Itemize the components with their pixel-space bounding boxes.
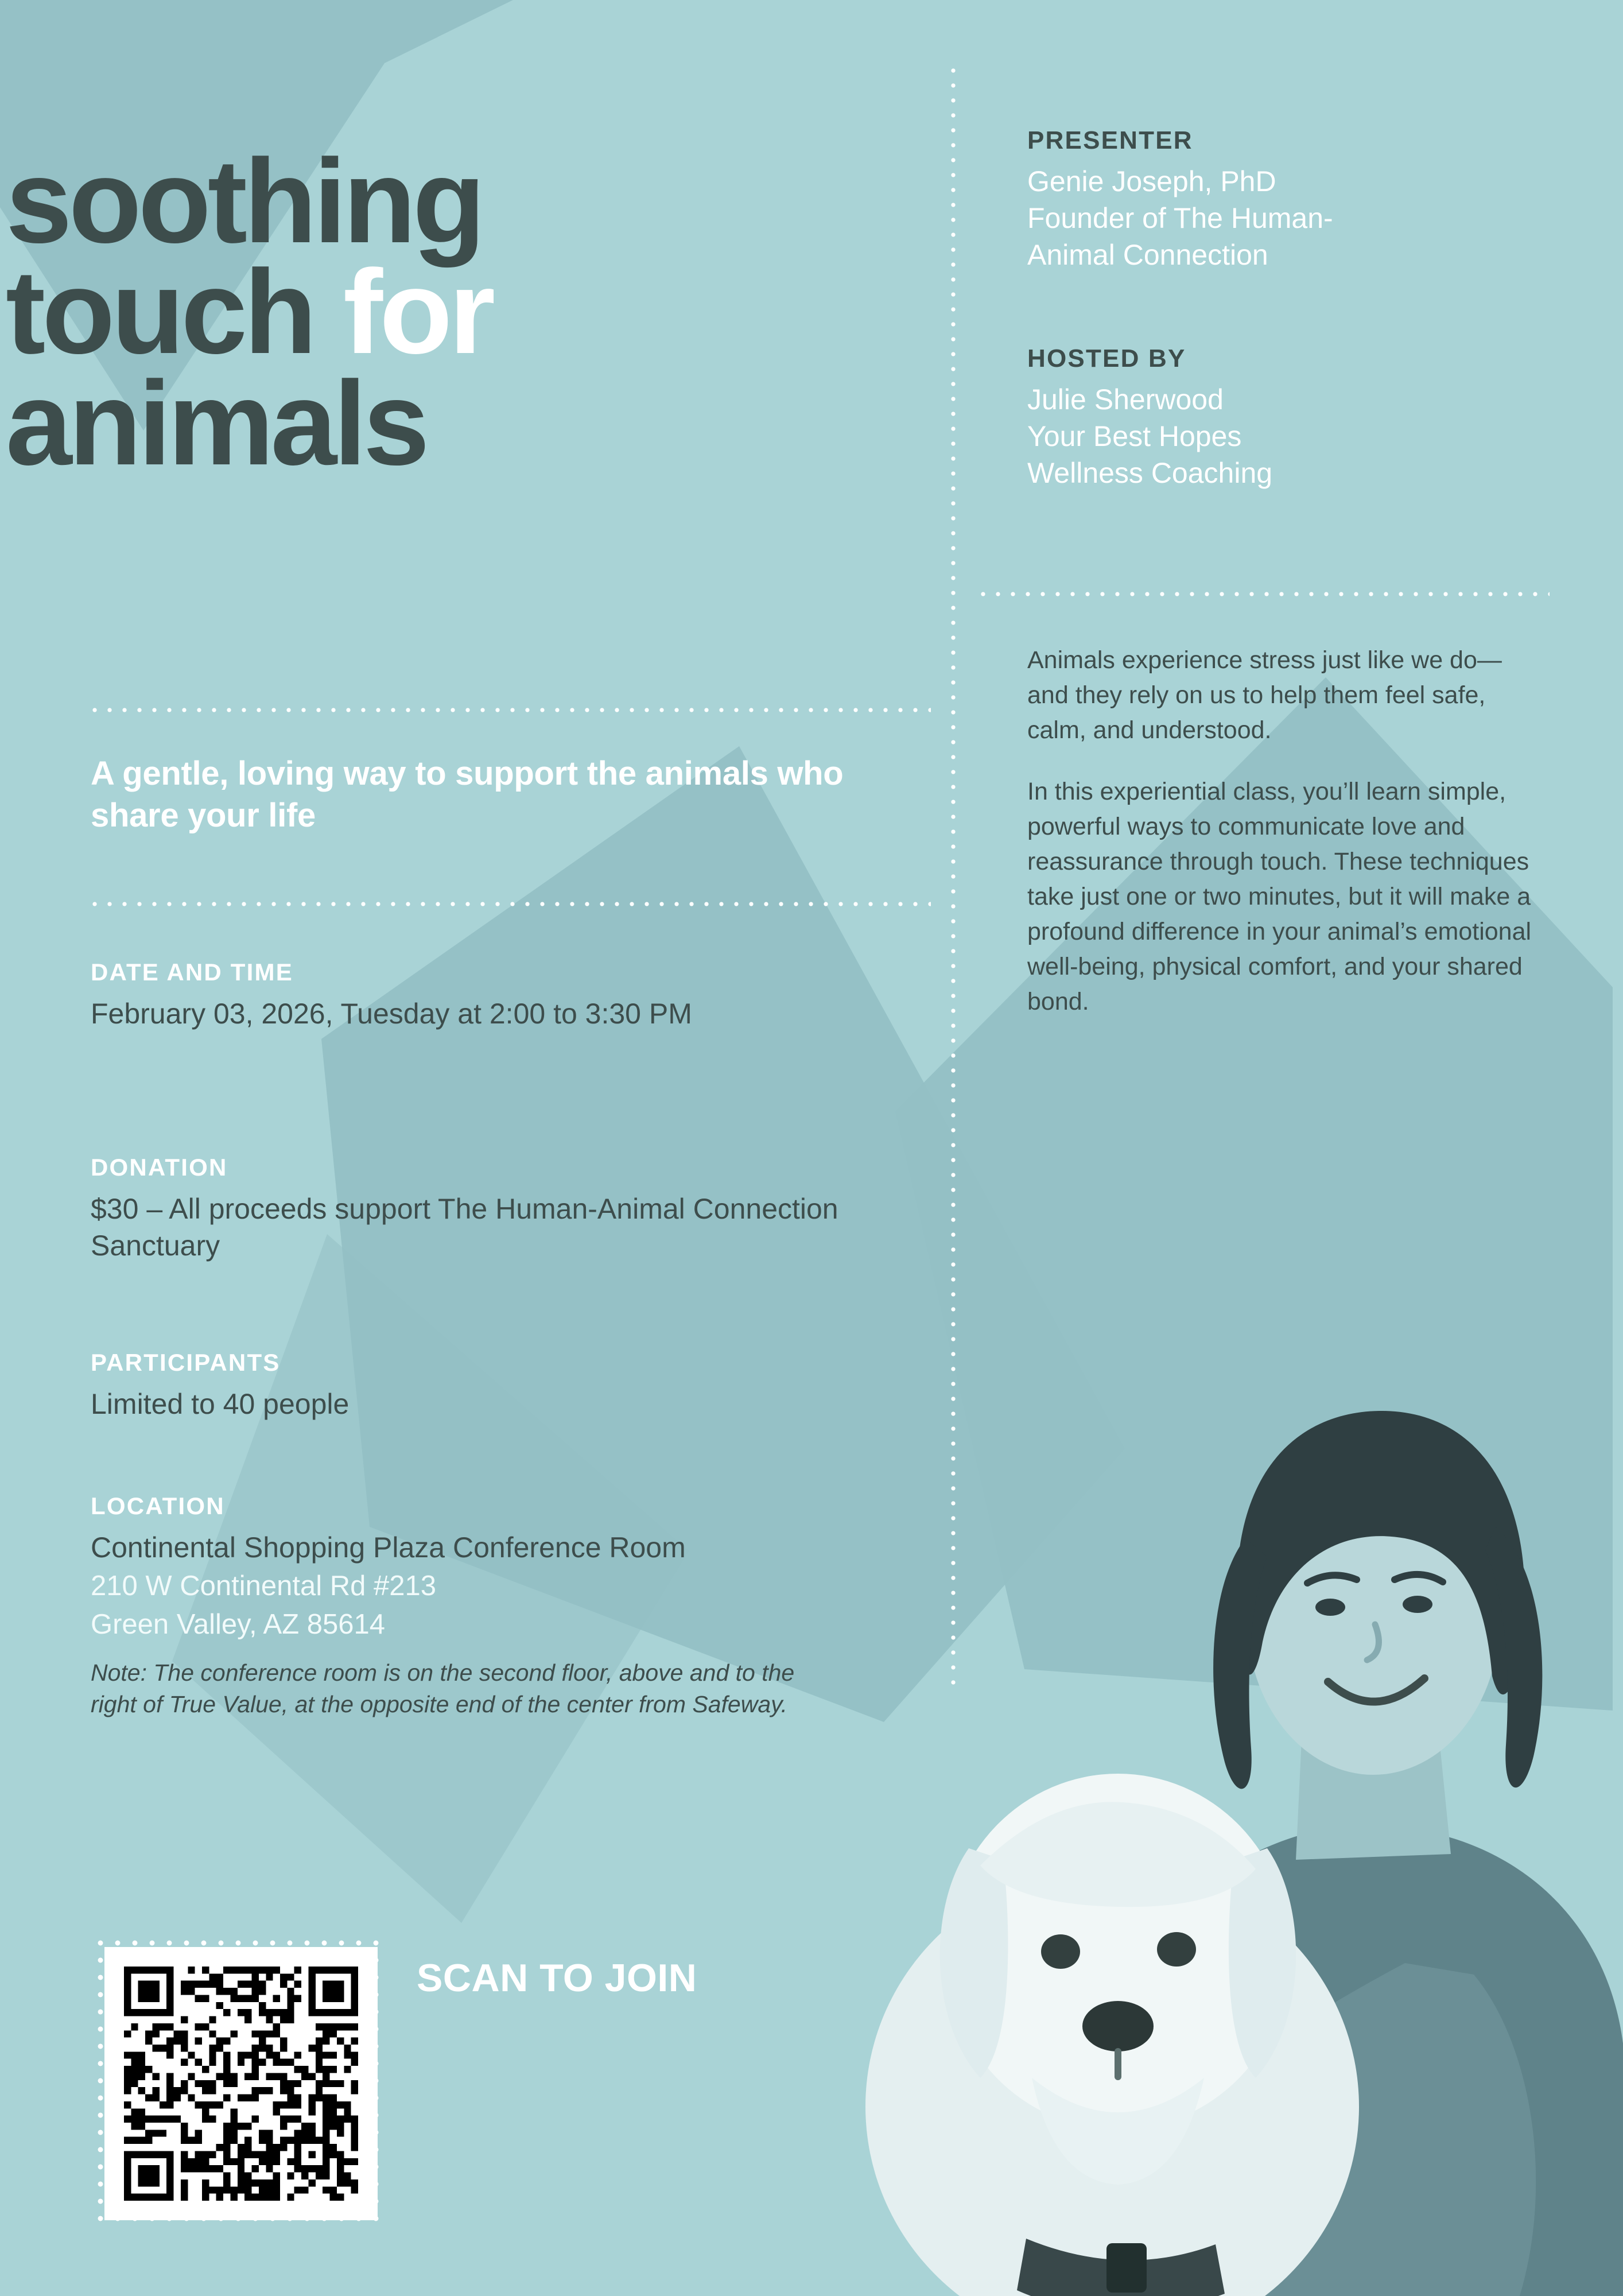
divider-right-column xyxy=(976,591,1550,597)
divider-below-tagline xyxy=(87,901,931,907)
description-paragraph-2: In this experiential class, you’ll learn simple, powerful ways to communicate love and reassurance through touch. These techniques take just one or two minutes, but it will make a profound difference in your animal’s emotional well-being, physical comfort, and your shared bond. xyxy=(1027,778,1532,1016)
hosted-by-heading: HOSTED BY xyxy=(1027,344,1186,373)
section-description xyxy=(1027,643,1532,1046)
tagline: A gentle, loving way to support the animals who share your life xyxy=(91,755,844,834)
scan-to-join-label: SCAN TO JOIN xyxy=(417,1956,697,2000)
vertical-divider xyxy=(950,63,956,1688)
location-venue: Continental Shopping Plaza Conference Room xyxy=(91,1531,686,1564)
section-location xyxy=(91,1492,854,1720)
host-org-line-2: Wellness Coaching xyxy=(1027,457,1273,489)
presenter-heading: PRESENTER xyxy=(1027,126,1193,154)
location-note: Note: The conference room is on the second floor, above and to the right of True Value, at the opposite end of the center from Safeway. xyxy=(91,1659,795,1718)
section-date-and-time xyxy=(91,959,854,1032)
title-line-2 xyxy=(6,246,867,379)
section-presenter xyxy=(1027,126,1532,273)
donation-value: $30 – All proceeds support The Human-Animal Connection Sanctuary xyxy=(91,1193,838,1262)
title-line-1: soothing xyxy=(6,135,483,268)
presenter-role-line-2: Animal Connection xyxy=(1027,239,1268,271)
title-line-2-a: touch xyxy=(6,246,343,379)
date-and-time-value: February 03, 2026, Tuesday at 2:00 to 3:30 PM xyxy=(91,998,692,1030)
section-participants xyxy=(91,1349,854,1422)
donation-heading: DONATION xyxy=(91,1154,228,1181)
qr-code-canvas xyxy=(124,1967,358,2201)
page-title xyxy=(6,135,867,490)
section-hosted-by xyxy=(1027,344,1532,491)
title-line-3: animals xyxy=(6,356,426,490)
qr-block[interactable] xyxy=(92,1934,738,2233)
participants-value: Limited to 40 people xyxy=(91,1388,350,1420)
section-donation xyxy=(91,1154,854,1264)
presenter-role-line-1: Founder of The Human- xyxy=(1027,202,1333,234)
host-org-line-1: Your Best Hopes xyxy=(1027,420,1242,452)
description-paragraph-1: Animals experience stress just like we do—and they rely on us to help them feel safe, calm, and understood. xyxy=(1027,646,1502,744)
qr-code-inner xyxy=(104,1947,378,2220)
location-address-line-1: 210 W Continental Rd #213 xyxy=(91,1570,436,1601)
title-line-2-b: for xyxy=(343,246,492,379)
qr-code-icon[interactable] xyxy=(92,1934,390,2233)
host-name: Julie Sherwood xyxy=(1027,383,1224,416)
divider-above-tagline xyxy=(87,707,931,713)
location-heading: LOCATION xyxy=(91,1492,225,1519)
presenter-name: Genie Joseph, PhD xyxy=(1027,165,1276,197)
location-address-line-2: Green Valley, AZ 85614 xyxy=(91,1608,385,1640)
date-and-time-heading: DATE AND TIME xyxy=(91,959,293,986)
participants-heading: PARTICIPANTS xyxy=(91,1349,281,1376)
